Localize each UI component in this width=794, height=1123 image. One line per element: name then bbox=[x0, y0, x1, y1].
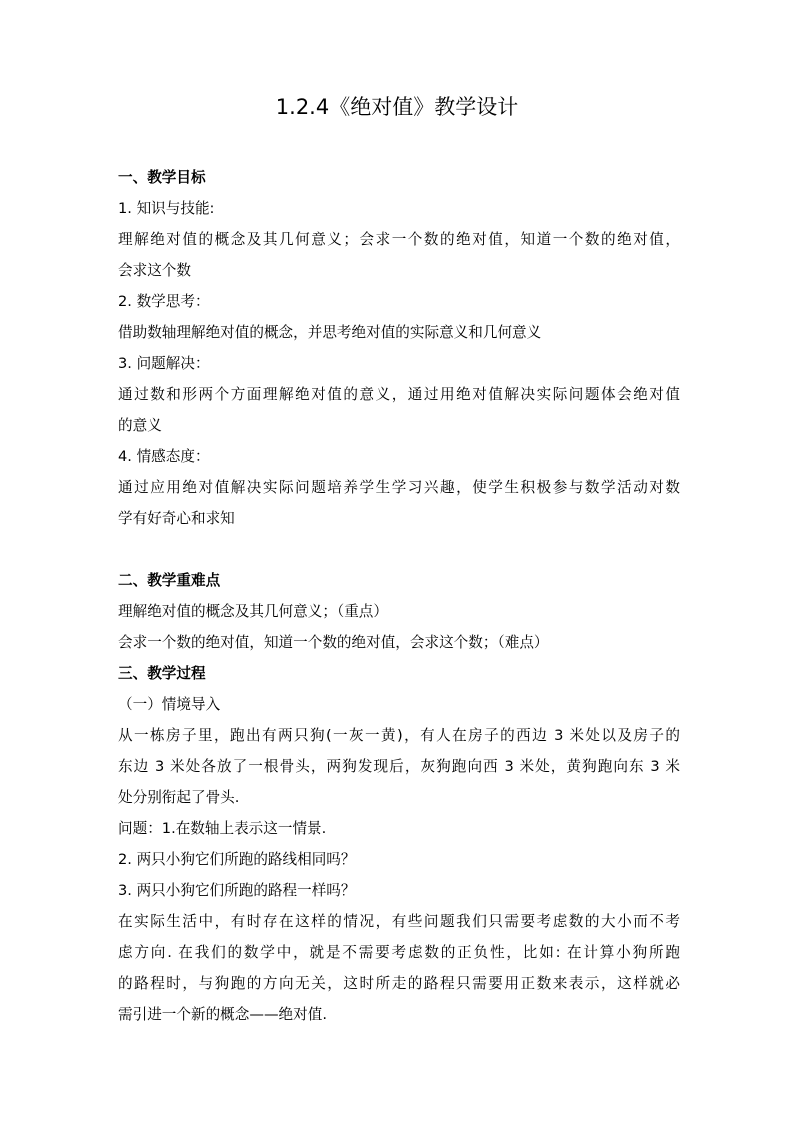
document-body bbox=[118, 162, 680, 1030]
paragraph-line: 学有好奇心和求知 bbox=[118, 510, 235, 527]
paragraph-line: 东边 3 米处各放了一根骨头，两狗发现后，灰狗跑向西 3 米处，黄狗跑向东 3 米 bbox=[118, 758, 680, 775]
question-line: 3. 两只小狗它们所跑的路程一样吗？ bbox=[118, 882, 356, 899]
subsection-heading-intro: （一）情境导入 bbox=[118, 696, 221, 713]
paragraph-line: 理解绝对值的概念及其几何意义；会求一个数的绝对值，知道一个数的绝对值， bbox=[118, 231, 680, 248]
objective-label-knowledge: 1. 知识与技能: bbox=[118, 200, 215, 217]
objective-label-thinking: 2. 数学思考： bbox=[118, 293, 210, 310]
objective-label-attitude: 4. 情感态度： bbox=[118, 448, 210, 465]
paragraph-line: 通过数和形两个方面理解绝对值的意义，通过用绝对值解决实际问题体会绝对值 bbox=[118, 386, 680, 403]
section-heading-process: 三、教学过程 bbox=[118, 665, 206, 682]
section-heading-objectives: 一、教学目标 bbox=[118, 169, 206, 186]
document-title: 1.2.4《绝对值》教学设计 bbox=[275, 95, 519, 119]
paragraph-line: 需引进一个新的概念——绝对值. bbox=[118, 1006, 327, 1023]
paragraph-line: 通过应用绝对值解决实际问题培养学生学习兴趣，使学生积极参与数学活动对数 bbox=[118, 479, 680, 496]
question-line: 2. 两只小狗它们所跑的路线相同吗？ bbox=[118, 851, 356, 868]
paragraph-line: 会求一个数的绝对值，知道一个数的绝对值，会求这个数；（难点） bbox=[118, 634, 549, 651]
paragraph-line: 处分别衔起了骨头. bbox=[118, 789, 240, 806]
paragraph-line: 借助数轴理解绝对值的概念，并思考绝对值的实际意义和几何意义 bbox=[118, 324, 542, 341]
objective-label-problem-solving: 3. 问题解决： bbox=[118, 355, 210, 372]
question-line: 问题：1.在数轴上表示这一情景. bbox=[118, 820, 327, 837]
paragraph-line: 的路程时，与狗跑的方向无关，这时所走的路程只需要用正数来表示，这样就必 bbox=[118, 975, 680, 992]
spacer bbox=[118, 534, 680, 565]
paragraph-line: 的意义 bbox=[118, 417, 162, 434]
section-heading-key-points: 二、教学重难点 bbox=[118, 572, 221, 589]
paragraph-line: 会求这个数 bbox=[118, 262, 191, 279]
paragraph-line: 虑方向. 在我们的数学中，就是不需要考虑数的正负性，比如: 在计算小狗所跑 bbox=[118, 944, 680, 961]
paragraph-line: 从一栋房子里，跑出有两只狗(一灰一黄)，有人在房子的西边 3 米处以及房子的 bbox=[118, 727, 680, 744]
paragraph-line: 理解绝对值的概念及其几何意义；（重点） bbox=[118, 603, 388, 620]
paragraph-line: 在实际生活中，有时存在这样的情况，有些问题我们只需要考虑数的大小而不考 bbox=[118, 913, 680, 930]
